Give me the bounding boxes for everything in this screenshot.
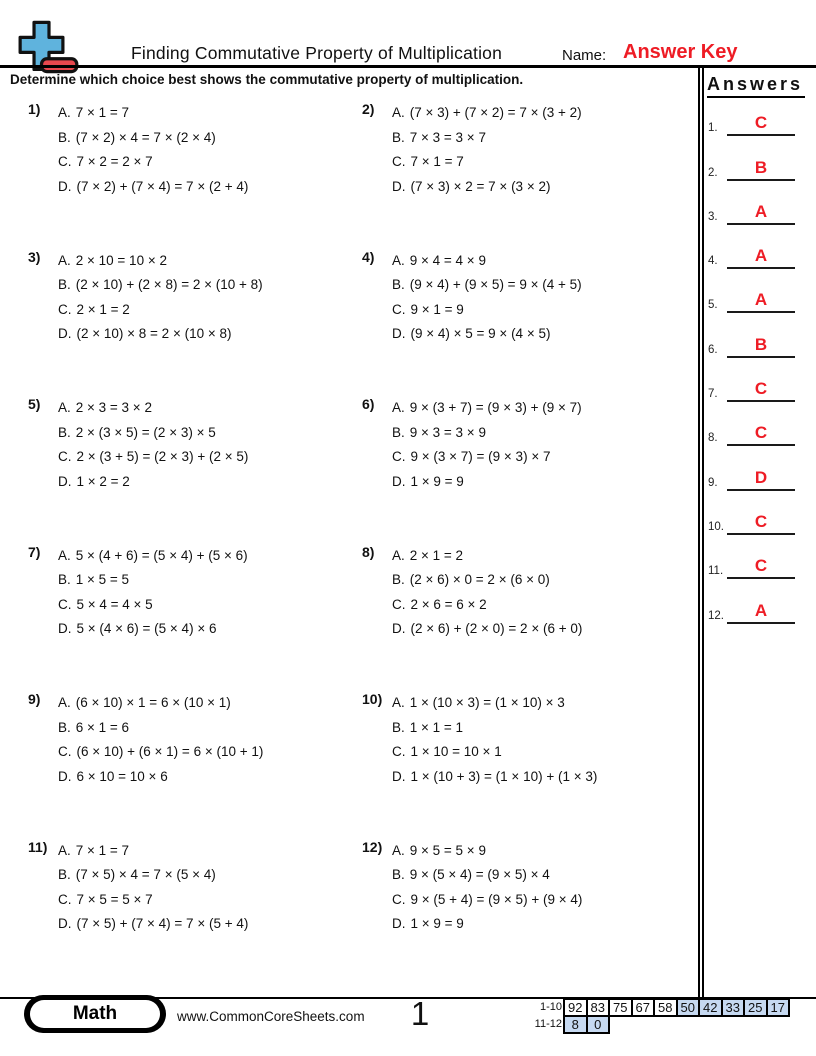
choice-label: B. — [58, 572, 71, 588]
choice-text: 1 × 10 = 10 × 1 — [410, 744, 502, 760]
answer-letter: C — [727, 113, 795, 136]
choice-d — [58, 617, 362, 642]
choice-label: D. — [392, 178, 406, 194]
answer-item-5 — [703, 269, 811, 313]
question-4 — [362, 249, 700, 397]
choice-text: 9 × (5 + 4) = (9 × 5) + (9 × 4) — [410, 891, 583, 907]
choice-c — [392, 298, 700, 323]
score-cell: 58 — [653, 998, 678, 1017]
choice-b — [58, 568, 362, 593]
choice-label: B. — [58, 719, 71, 735]
choice-label: A. — [392, 695, 405, 710]
choice-c — [392, 445, 700, 470]
answer-number: 9. — [708, 476, 718, 489]
question-6 — [362, 396, 700, 544]
choice-label: D. — [58, 768, 72, 784]
choice-b — [58, 273, 362, 298]
score-cell: 33 — [721, 998, 746, 1017]
choice-text: 7 × 5 = 5 × 7 — [76, 891, 153, 907]
choice-d — [392, 322, 700, 347]
questions-grid — [28, 101, 700, 986]
choice-label: D. — [392, 326, 406, 342]
choice-text: 6 × 1 = 6 — [75, 719, 130, 735]
choice-label: B. — [58, 277, 71, 293]
choice-c — [58, 593, 362, 618]
question-number: 4) — [362, 248, 375, 265]
choice-d — [392, 470, 700, 495]
choice-d — [392, 765, 700, 790]
choice-b — [392, 863, 700, 888]
question-9 — [28, 691, 362, 839]
choice-label: C. — [58, 301, 72, 317]
choice-b — [392, 421, 700, 446]
answer-number: 6. — [708, 343, 718, 356]
choice-a — [392, 101, 700, 126]
name-value-answer-key: Answer Key — [623, 41, 738, 63]
choice-text: (2 × 10) + (2 × 8) = 2 × (10 + 8) — [75, 277, 263, 293]
score-cell: 67 — [631, 998, 656, 1017]
choice-label: A. — [392, 547, 405, 563]
choice-text: (2 × 6) + (2 × 0) = 2 × (6 + 0) — [410, 621, 583, 637]
choice-label: B. — [392, 129, 405, 145]
choice-d — [58, 912, 362, 937]
subject-badge — [24, 995, 166, 1033]
answer-letter: A — [727, 202, 795, 225]
question-number: 3) — [28, 248, 41, 265]
choice-text: (7 × 3) + (7 × 2) = 7 × (3 + 2) — [409, 105, 582, 120]
choice-b — [392, 273, 700, 298]
choice-text: 7 × 3 = 3 × 7 — [409, 129, 486, 145]
choice-label: B. — [392, 572, 405, 588]
choice-text: (9 × 4) + (9 × 5) = 9 × (4 + 5) — [409, 277, 582, 293]
choice-c — [58, 150, 362, 175]
answer-item-4 — [703, 225, 811, 269]
subject-badge-label: Math — [30, 1000, 160, 1028]
choice-text: 9 × (3 + 7) = (9 × 3) + (9 × 7) — [409, 400, 582, 415]
answer-number: 1. — [708, 122, 718, 135]
choice-d — [58, 322, 362, 347]
score-cell: 8 — [563, 1015, 588, 1034]
answers-title: Answers — [707, 74, 805, 98]
choice-a — [58, 396, 362, 421]
choice-d — [392, 912, 700, 937]
answer-number: 10. — [708, 520, 724, 533]
choice-text: (7 × 2) × 4 = 7 × (2 × 4) — [75, 129, 216, 145]
choice-a — [58, 839, 362, 864]
choice-b — [58, 863, 362, 888]
instruction-text: Determine which choice best shows the commutative property of multiplication. — [10, 72, 524, 87]
answer-number: 8. — [708, 432, 718, 445]
answer-letter: D — [727, 468, 795, 491]
choice-a — [392, 691, 700, 716]
answer-item-9 — [703, 446, 811, 490]
choice-label: B. — [58, 867, 71, 883]
choice-text: 2 × (3 + 5) = (2 × 3) + (2 × 5) — [76, 449, 249, 465]
choice-text: 1 × (10 + 3) = (1 × 10) + (1 × 3) — [410, 768, 598, 784]
question-12 — [362, 839, 700, 987]
choice-label: C. — [392, 744, 406, 760]
choice-c — [58, 445, 362, 470]
choice-label: D. — [58, 326, 72, 342]
answer-number: 12. — [708, 609, 724, 622]
question-number: 12) — [362, 838, 383, 855]
choice-c — [392, 150, 700, 175]
score-cell: 75 — [608, 998, 633, 1017]
answer-number: 7. — [708, 388, 718, 401]
choice-label: A. — [392, 252, 405, 268]
question-number: 1) — [28, 101, 41, 117]
choice-label: A. — [58, 400, 71, 415]
choice-label: C. — [392, 449, 406, 465]
choice-text: (2 × 10) × 8 = 2 × (10 × 8) — [76, 326, 232, 342]
choice-c — [58, 298, 362, 323]
choice-text: 1 × 2 = 2 — [76, 473, 130, 489]
score-cell: 42 — [698, 998, 723, 1017]
choice-label: C. — [58, 449, 72, 465]
answer-letter: C — [727, 423, 795, 446]
choice-text: 9 × 4 = 4 × 9 — [409, 252, 486, 268]
question-number: 5) — [28, 396, 41, 412]
choice-d — [58, 175, 362, 200]
choice-label: B. — [58, 129, 71, 145]
choice-label: D. — [392, 473, 406, 489]
answer-number: 4. — [708, 255, 718, 268]
choice-label: C. — [392, 596, 406, 612]
answers-list — [703, 92, 811, 624]
choice-text: (6 × 10) + (6 × 1) = 6 × (10 + 1) — [76, 744, 264, 760]
choice-text: 2 × 3 = 3 × 2 — [75, 400, 152, 415]
answer-letter: A — [727, 246, 795, 269]
choice-label: D. — [58, 916, 72, 932]
choice-label: D. — [392, 621, 406, 637]
question-7 — [28, 544, 362, 692]
answer-letter: B — [727, 335, 795, 358]
score-cell: 25 — [743, 998, 768, 1017]
question-number: 10) — [362, 691, 383, 707]
choice-label: B. — [392, 867, 405, 883]
choice-label: D. — [58, 178, 72, 194]
choice-a — [392, 839, 700, 864]
choice-text: (7 × 5) × 4 = 7 × (5 × 4) — [75, 867, 216, 883]
choice-label: A. — [392, 400, 405, 415]
choice-text: 5 × (4 + 6) = (5 × 4) + (5 × 6) — [75, 547, 248, 563]
choice-label: A. — [58, 695, 71, 710]
choice-text: 7 × 1 = 7 — [75, 105, 130, 120]
header-rule — [0, 65, 816, 68]
choice-text: (6 × 10) × 1 = 6 × (10 × 1) — [75, 695, 231, 710]
choice-b — [392, 126, 700, 151]
choice-text: 2 × 1 = 2 — [76, 301, 130, 317]
choice-a — [392, 249, 700, 274]
choice-a — [58, 249, 362, 274]
choice-label: B. — [58, 424, 71, 440]
choice-d — [392, 617, 700, 642]
choice-d — [58, 765, 362, 790]
choice-text: (2 × 6) × 0 = 2 × (6 × 0) — [409, 572, 550, 588]
score-range-label: 11-12 — [534, 1018, 562, 1030]
choice-label: C. — [58, 154, 72, 170]
answer-letter: A — [727, 601, 795, 624]
answer-item-2 — [703, 136, 811, 180]
page-number: 1 — [410, 995, 430, 1032]
choice-text: (7 × 5) + (7 × 4) = 7 × (5 + 4) — [76, 916, 249, 932]
answer-item-6 — [703, 313, 811, 357]
question-number: 6) — [362, 396, 375, 412]
choice-c — [392, 740, 700, 765]
choice-c — [58, 888, 362, 913]
answer-letter: A — [727, 290, 795, 313]
answer-item-11 — [703, 535, 811, 579]
question-5 — [28, 396, 362, 544]
choice-a — [392, 396, 700, 421]
choice-label: A. — [392, 105, 405, 120]
score-cell: 83 — [586, 998, 611, 1017]
choice-text: (7 × 3) × 2 = 7 × (3 × 2) — [410, 178, 551, 194]
choice-b — [392, 716, 700, 741]
choice-a — [58, 101, 362, 126]
choice-label: B. — [392, 719, 405, 735]
choice-text: 7 × 2 = 2 × 7 — [76, 154, 153, 170]
choice-a — [392, 544, 700, 569]
choice-text: 2 × (3 × 5) = (2 × 3) × 5 — [75, 424, 216, 440]
choice-a — [58, 544, 362, 569]
answer-item-12 — [703, 579, 811, 623]
choice-a — [58, 691, 362, 716]
choice-text: 9 × 5 = 5 × 9 — [409, 842, 486, 858]
choice-b — [58, 716, 362, 741]
question-number: 7) — [28, 543, 41, 560]
choice-text: 2 × 10 = 10 × 2 — [75, 252, 167, 268]
question-number: 8) — [362, 543, 375, 560]
score-cell: 92 — [563, 998, 588, 1017]
choice-text: 2 × 6 = 6 × 2 — [410, 596, 487, 612]
choice-b — [58, 126, 362, 151]
question-number: 9) — [28, 691, 41, 707]
question-2 — [362, 101, 700, 249]
choice-text: 1 × 5 = 5 — [75, 572, 130, 588]
question-8 — [362, 544, 700, 692]
choice-label: A. — [58, 105, 71, 120]
choice-d — [392, 175, 700, 200]
choice-label: A. — [58, 547, 71, 563]
answer-item-7 — [703, 358, 811, 402]
choice-label: C. — [58, 891, 72, 907]
website-url: www.CommonCoreSheets.com — [177, 1009, 365, 1024]
choice-label: D. — [58, 621, 72, 637]
choice-c — [392, 593, 700, 618]
choice-label: A. — [392, 842, 405, 858]
question-number: 2) — [362, 101, 375, 117]
answer-letter: C — [727, 379, 795, 402]
name-label: Name: — [562, 47, 607, 64]
choice-label: B. — [392, 277, 405, 293]
question-1 — [28, 101, 362, 249]
choice-text: 5 × 4 = 4 × 5 — [76, 596, 153, 612]
page-title: Finding Commutative Property of Multiplication — [131, 43, 503, 63]
choice-text: (9 × 4) × 5 = 9 × (4 × 5) — [410, 326, 551, 342]
choice-text: 6 × 10 = 10 × 6 — [76, 768, 168, 784]
choice-c — [58, 740, 362, 765]
choice-label: C. — [392, 301, 406, 317]
choice-text: 5 × (4 × 6) = (5 × 4) × 6 — [76, 621, 217, 637]
choice-label: C. — [58, 596, 72, 612]
choice-label: D. — [392, 916, 406, 932]
choice-label: D. — [392, 768, 406, 784]
answer-number: 3. — [708, 210, 718, 223]
choice-label: C. — [58, 744, 72, 760]
score-table — [526, 998, 790, 1034]
choice-text: 7 × 1 = 7 — [410, 154, 464, 170]
choice-text: 7 × 1 = 7 — [75, 842, 130, 858]
score-row-11-12 — [526, 1015, 790, 1034]
choice-b — [392, 568, 700, 593]
choice-label: D. — [58, 473, 72, 489]
answer-item-1 — [703, 92, 811, 136]
answer-number: 2. — [708, 166, 718, 179]
question-number: 11) — [28, 838, 48, 855]
choice-label: C. — [392, 154, 406, 170]
score-cell: 17 — [766, 998, 791, 1017]
choice-text: 1 × 9 = 9 — [410, 473, 464, 489]
choice-d — [58, 470, 362, 495]
choice-text: 2 × 1 = 2 — [409, 547, 464, 563]
choice-label: B. — [392, 424, 405, 440]
choice-label: A. — [58, 842, 71, 858]
choice-b — [58, 421, 362, 446]
choice-label: A. — [58, 252, 71, 268]
question-3 — [28, 249, 362, 397]
choice-text: 9 × 3 = 3 × 9 — [409, 424, 486, 440]
choice-label: C. — [392, 891, 406, 907]
answer-number: 5. — [708, 299, 718, 312]
answer-letter: C — [727, 556, 795, 579]
choice-text: 9 × (3 × 7) = (9 × 3) × 7 — [410, 449, 551, 465]
score-cell: 50 — [676, 998, 701, 1017]
choice-text: 9 × 1 = 9 — [410, 301, 464, 317]
answer-letter: B — [727, 158, 795, 181]
score-range-label: 1-10 — [539, 1001, 562, 1013]
answer-letter: C — [727, 512, 795, 535]
score-cell: 0 — [586, 1015, 611, 1034]
choice-text: 1 × 9 = 9 — [410, 916, 464, 932]
choice-text: 9 × (5 × 4) = (9 × 5) × 4 — [409, 867, 550, 883]
question-10 — [362, 691, 700, 839]
question-11 — [28, 839, 362, 987]
choice-text: 1 × 1 = 1 — [409, 719, 464, 735]
choice-c — [392, 888, 700, 913]
answer-item-8 — [703, 402, 811, 446]
answer-number: 11. — [708, 565, 724, 578]
answer-item-3 — [703, 181, 811, 225]
choice-text: (7 × 2) + (7 × 4) = 7 × (2 + 4) — [76, 178, 249, 194]
choice-text: 1 × (10 × 3) = (1 × 10) × 3 — [409, 695, 565, 710]
answer-item-10 — [703, 491, 811, 535]
